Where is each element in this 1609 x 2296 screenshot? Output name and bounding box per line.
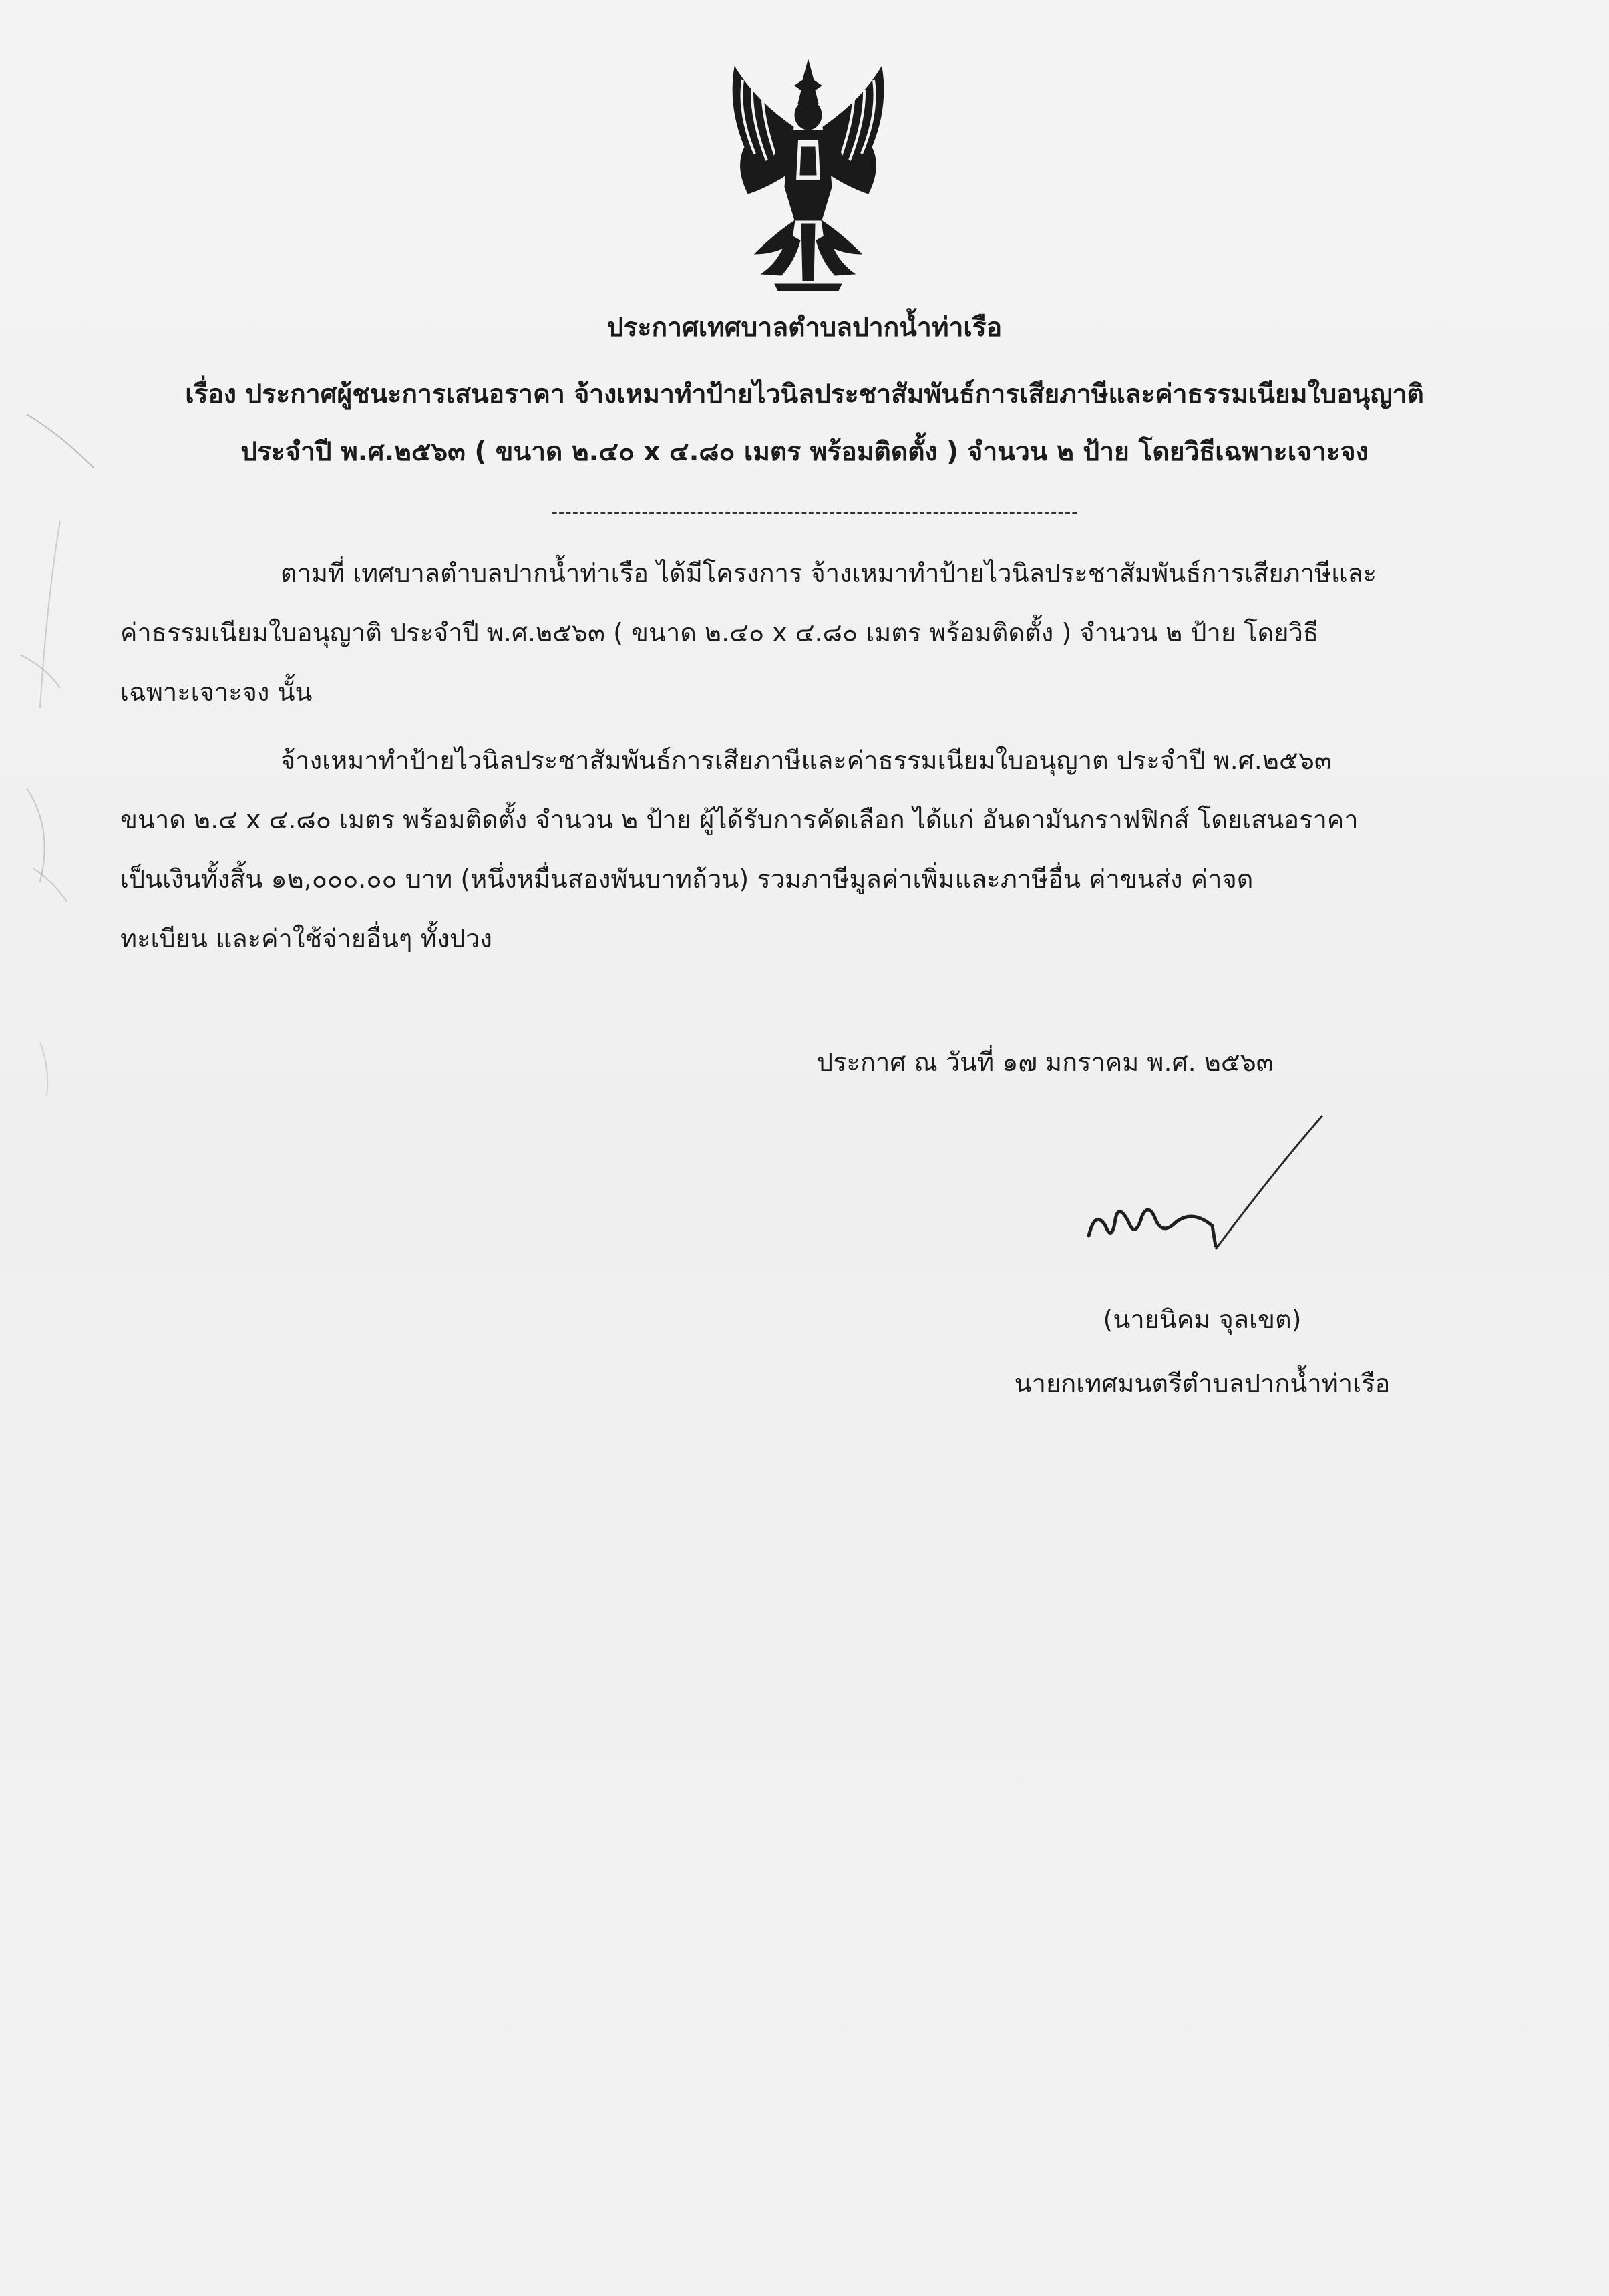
announcement-date: ประกาศ ณ วันที่ ๑๗ มกราคม พ.ศ. ๒๕๖๓ bbox=[817, 1047, 1274, 1077]
document-title: ประกาศเทศบาลตำบลปากน้ำท่าเรือ bbox=[606, 313, 1003, 343]
separator-line: ---------------------------------------------------------------------------- bbox=[551, 502, 1079, 522]
signatory-position: นายกเทศมนตรีตำบลปากน้ำท่าเรือ bbox=[1014, 1369, 1391, 1398]
paragraph-2-line-3: เป็นเงินทั้งสิ้น ๑๒,๐๐๐.๐๐ บาท (หนึ่งหมื่นสองพันบาทถ้วน) รวมภาษีมูลค่าเพิ่มและภาษีอื่น ค่าขนส่ง ค่าจด bbox=[120, 864, 1254, 894]
paragraph-2-line-1: จ้างเหมาทำป้ายไวนิลประชาสัมพันธ์การเสียภาษีและค่าธรรมเนียมใบอนุญาต ประจำปี พ.ศ.๒๕๖๓ bbox=[281, 746, 1332, 775]
paragraph-2-line-2: ขนาด ๒.๔ x ๔.๘๐ เมตร พร้อมติดตั้ง จำนวน ๒ ป้าย ผู้ได้รับการคัดเลือก ได้แก่ อันดามันกราฟฟิกส์ โดยเสนอราคา bbox=[120, 805, 1359, 834]
paragraph-2-line-4: ทะเบียน และค่าใช้จ่ายอื่นๆ ทั้งปวง bbox=[120, 924, 492, 953]
garuda-emblem bbox=[708, 53, 908, 294]
signatory-name: (นายนิคม จุลเขต) bbox=[1103, 1305, 1302, 1334]
handwritten-signature bbox=[1075, 1109, 1336, 1269]
subject-line-2: ประจำปี พ.ศ.๒๕๖๓ ( ขนาด ๒.๔๐ x ๔.๘๐ เมตร พร้อมติดตั้ง ) จำนวน ๒ ป้าย โดยวิธีเฉพาะเจาะจง bbox=[240, 437, 1369, 467]
paragraph-1-line-2: ค่าธรรมเนียมใบอนุญาติ ประจำปี พ.ศ.๒๕๖๓ ( ขนาด ๒.๔๐ x ๔.๘๐ เมตร พร้อมติดตั้ง ) จำนวน ๒ ป้าย โดยวิธี bbox=[120, 618, 1319, 647]
paragraph-1-line-3: เฉพาะเจาะจง นั้น bbox=[120, 677, 313, 707]
paragraph-1-line-1: ตามที่ เทศบาลตำบลปากน้ำท่าเรือ ได้มีโครงการ จ้างเหมาทำป้ายไวนิลประชาสัมพันธ์การเสียภาษีและ bbox=[281, 558, 1377, 588]
subject-line-1: เรื่อง ประกาศผู้ชนะการเสนอราคา จ้างเหมาทำป้ายไวนิลประชาสัมพันธ์การเสียภาษีและค่าธรรมเนียมใบอนุญาติ bbox=[185, 379, 1424, 409]
